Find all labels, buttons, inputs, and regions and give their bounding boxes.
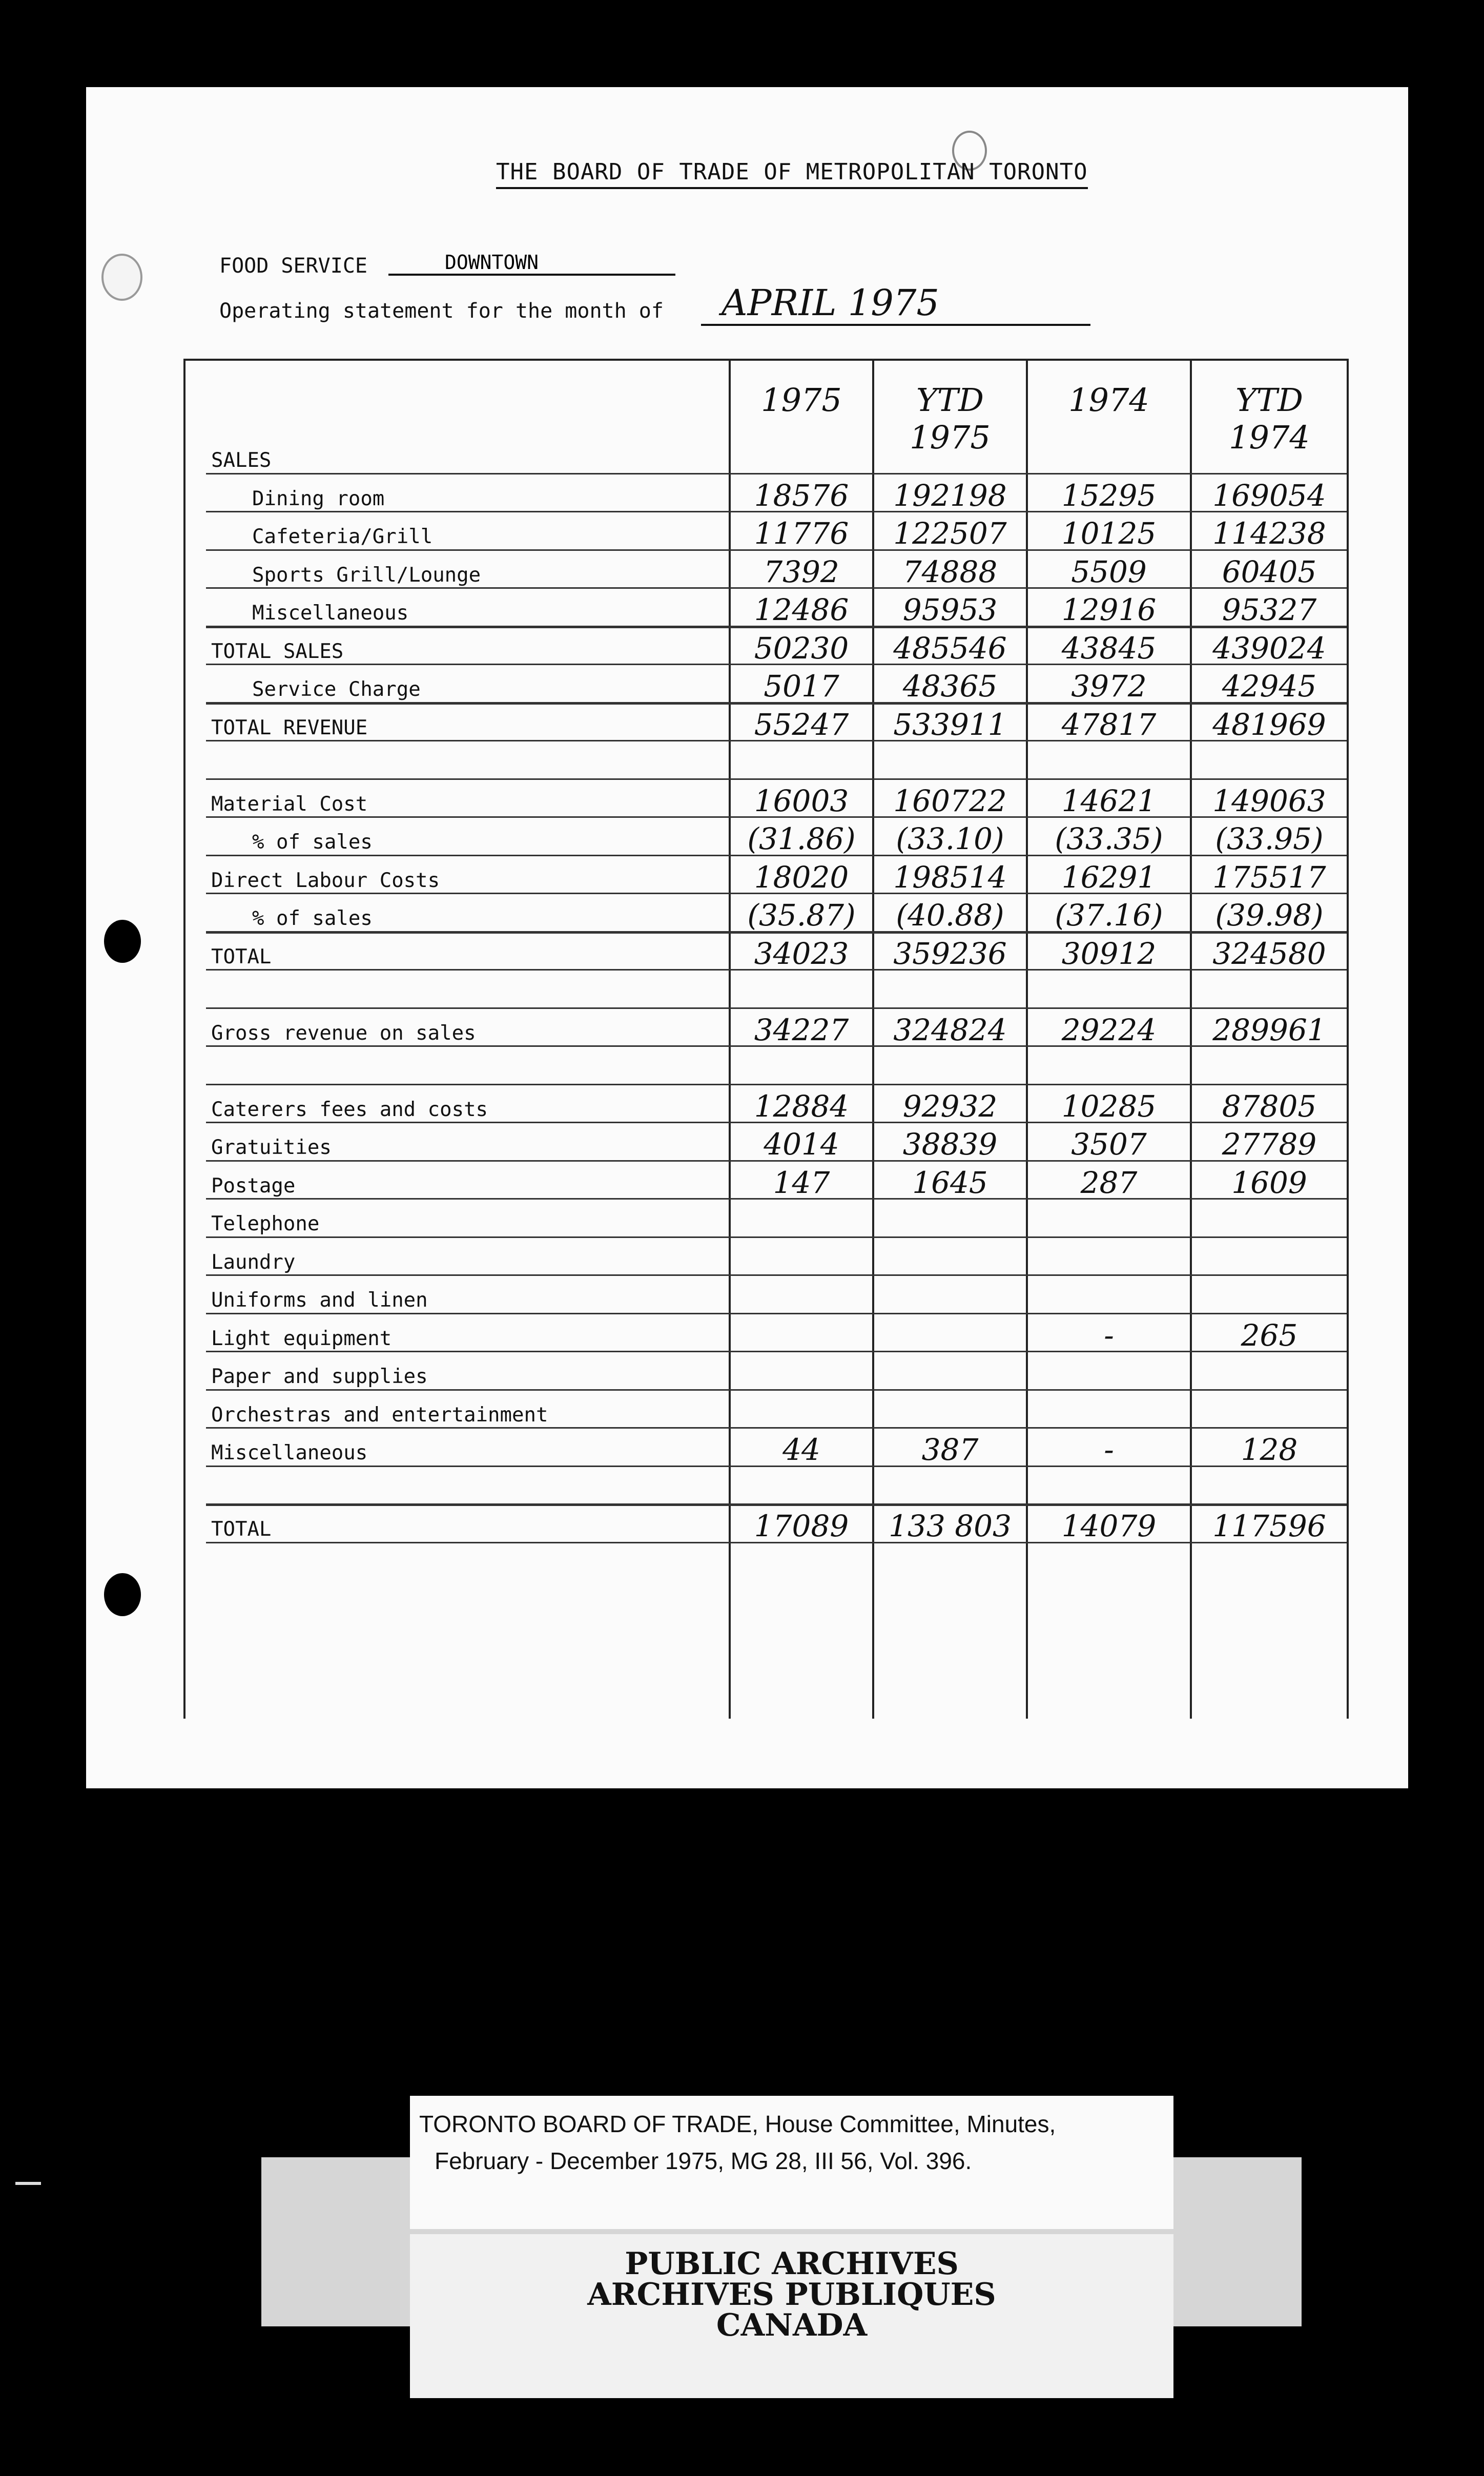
stamp-line: PUBLIC ARCHIVES (625, 2246, 959, 2282)
table-cell: 147 (773, 1165, 830, 1200)
row-label: Laundry (211, 1250, 296, 1274)
operating-statement-table (183, 359, 1349, 1719)
table-cell: 18576 (754, 478, 849, 513)
column-header: YTD 1974 (1229, 381, 1310, 456)
table-cell: 11776 (754, 516, 849, 551)
stamp-line: ARCHIVES PUBLIQUES (587, 2277, 996, 2313)
public-archives-stamp (410, 2234, 1173, 2398)
row-rule (206, 1313, 1347, 1314)
column-header: 1974 (1068, 381, 1149, 419)
table-cell: 34227 (754, 1012, 849, 1047)
table-cell: 289961 (1212, 1012, 1326, 1047)
table-cell: 12916 (1061, 592, 1157, 627)
table-right-border (1347, 361, 1349, 1719)
row-label: TOTAL (211, 945, 272, 968)
table-cell: 5017 (764, 669, 839, 704)
row-label: Paper and supplies (211, 1365, 428, 1388)
row-rule (206, 1084, 1347, 1085)
table-cell: 5509 (1071, 554, 1147, 589)
table-cell: (31.86) (747, 821, 856, 856)
table-cell: 12486 (754, 592, 849, 627)
table-cell: (35.87) (747, 898, 856, 933)
row-label: TOTAL REVENUE (211, 716, 368, 739)
operating-statement-label: Operating statement for the month of (219, 299, 664, 323)
table-cell: 14079 (1061, 1509, 1157, 1543)
table-cell: 38839 (902, 1127, 998, 1162)
film-mark (15, 2182, 41, 2185)
table-cell: - (1104, 1432, 1114, 1467)
archive-reference-line: February - December 1975, MG 28, III 56, Vol. 396. (435, 2148, 972, 2174)
table-cell: 128 (1241, 1432, 1298, 1467)
table-cell: 198514 (893, 859, 1007, 895)
table-cell: 17089 (754, 1509, 849, 1543)
table-cell: 481969 (1212, 707, 1326, 742)
food-service-label: FOOD SERVICE (219, 254, 367, 278)
table-cell: 95953 (902, 592, 998, 627)
row-label: Sports Grill/Lounge (252, 563, 481, 587)
row-label: Gratuities (211, 1136, 332, 1159)
table-cell: 485546 (893, 630, 1007, 666)
row-rule (206, 473, 1347, 474)
table-cell: 265 (1241, 1317, 1298, 1353)
table-cell: 10285 (1061, 1088, 1157, 1124)
table-cell: 533911 (893, 707, 1007, 742)
table-cell: 169054 (1212, 478, 1326, 513)
table-cell: - (1104, 1317, 1114, 1353)
table-cell: 3507 (1071, 1127, 1147, 1162)
row-label: Service Charge (252, 678, 421, 701)
table-cell: 27789 (1222, 1127, 1317, 1162)
table-cell: 92932 (902, 1088, 998, 1124)
row-rule (206, 1007, 1347, 1009)
row-label: TOTAL SALES (211, 639, 344, 663)
table-cell: 50230 (754, 630, 849, 666)
table-cell: 15295 (1061, 478, 1157, 513)
column-header: 1975 (761, 381, 842, 419)
table-cell: (39.98) (1215, 898, 1324, 933)
row-label: % of sales (252, 907, 373, 930)
table-cell: 14621 (1061, 783, 1157, 818)
table-cell: 4014 (764, 1127, 839, 1162)
row-label: Orchestras and entertainment (211, 1403, 548, 1427)
table-cell: 192198 (893, 478, 1007, 513)
table-cell: 10125 (1061, 516, 1157, 551)
row-rule (206, 1389, 1347, 1391)
table-cell: 34023 (754, 936, 849, 971)
table-cell: 160722 (893, 783, 1007, 818)
table-cell: 43845 (1061, 630, 1157, 666)
table-cell: 60405 (1222, 554, 1317, 589)
row-label: Telephone (211, 1212, 320, 1235)
row-label: Material Cost (211, 792, 368, 816)
row-label: SALES (211, 449, 272, 472)
table-cell: 122507 (893, 516, 1007, 551)
row-label: Postage (211, 1174, 296, 1198)
table-cell: (37.16) (1055, 898, 1163, 933)
table-cell: (33.95) (1215, 821, 1324, 856)
table-cell: 74888 (902, 554, 998, 589)
table-cell: 1645 (912, 1165, 988, 1200)
row-rule (206, 1236, 1347, 1238)
row-label: TOTAL (211, 1518, 272, 1541)
table-cell: 133 803 (889, 1509, 1012, 1543)
table-cell: 29224 (1061, 1012, 1157, 1047)
column-header: YTD 1975 (910, 381, 991, 456)
row-label: Dining room (252, 487, 385, 510)
row-label: Gross revenue on sales (211, 1021, 476, 1045)
row-label: Miscellaneous (252, 602, 409, 625)
table-cell: 439024 (1212, 630, 1326, 666)
table-cell: 1609 (1231, 1165, 1307, 1200)
stamp-line: CANADA (716, 2307, 868, 2343)
table-cell: 16003 (754, 783, 849, 818)
table-cell: 87805 (1222, 1088, 1317, 1124)
table-cell: (40.88) (896, 898, 1004, 933)
table-cell: 287 (1080, 1165, 1138, 1200)
table-cell: 114238 (1212, 516, 1326, 551)
row-label: % of sales (252, 831, 373, 854)
table-cell: 30912 (1061, 936, 1157, 971)
punch-hole (104, 1573, 141, 1616)
row-label: Miscellaneous (211, 1441, 368, 1464)
table-cell: 117596 (1212, 1509, 1326, 1543)
table-cell: 18020 (754, 859, 849, 895)
document-title: THE BOARD OF TRADE OF METROPOLITAN TORONTO (496, 159, 1088, 189)
table-cell: 55247 (754, 707, 849, 742)
table-cell: 359236 (893, 936, 1007, 971)
punch-hole (101, 254, 142, 301)
month-value: APRIL 1975 (701, 282, 1090, 326)
document-page (86, 87, 1408, 1788)
table-cell: 42945 (1222, 669, 1317, 704)
archive-reference-label (410, 2096, 1173, 2229)
row-label: Uniforms and linen (211, 1289, 428, 1312)
punch-hole (104, 920, 141, 963)
row-label: Direct Labour Costs (211, 869, 440, 892)
table-cell: 47817 (1061, 707, 1157, 742)
row-rule (206, 1274, 1347, 1276)
table-cell: 324824 (893, 1012, 1007, 1047)
row-rule (206, 1503, 1347, 1506)
table-cell: 95327 (1222, 592, 1317, 627)
table-cell: 16291 (1061, 859, 1157, 895)
table-cell: 175517 (1212, 859, 1326, 895)
table-cell: 48365 (902, 669, 998, 704)
table-cell: 324580 (1212, 936, 1326, 971)
archive-reference-line: TORONTO BOARD OF TRADE, House Committee, Minutes, (419, 2111, 1056, 2137)
table-cell: 12884 (754, 1088, 849, 1124)
table-cell: (33.35) (1055, 821, 1163, 856)
table-cell: 387 (921, 1432, 979, 1467)
table-cell: 7392 (764, 554, 839, 589)
row-label: Cafeteria/Grill (252, 525, 433, 548)
table-cell: 44 (782, 1432, 820, 1467)
row-rule (206, 778, 1347, 780)
row-label: Light equipment (211, 1327, 392, 1350)
food-service-value: DOWNTOWN (388, 251, 675, 276)
table-cell: 149063 (1212, 783, 1326, 818)
row-label: Caterers fees and costs (211, 1098, 488, 1121)
table-cell: (33.10) (896, 821, 1004, 856)
table-cell: 3972 (1071, 669, 1147, 704)
row-rule (206, 1427, 1347, 1429)
